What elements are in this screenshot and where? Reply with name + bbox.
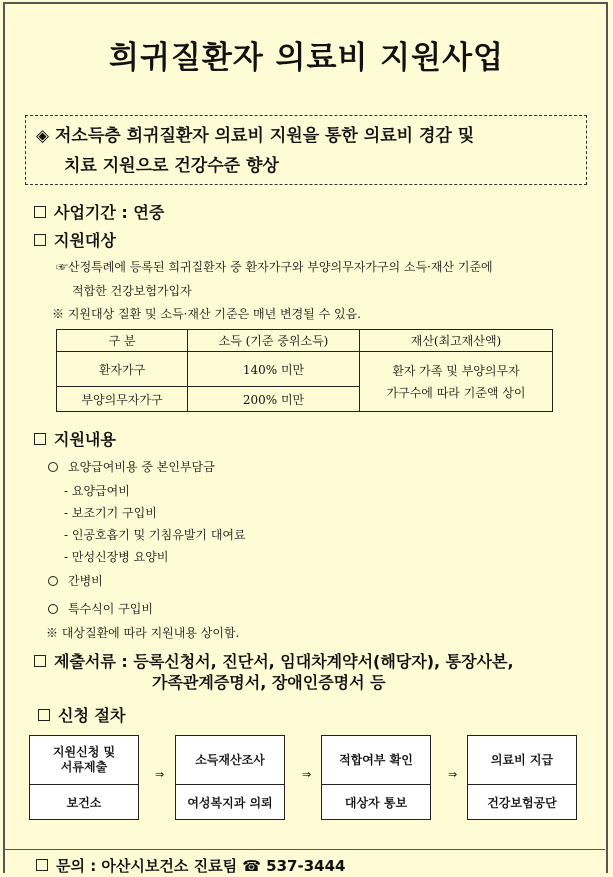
procedure-step-2 <box>175 735 285 820</box>
checkbox-square-icon <box>34 655 46 667</box>
purpose-line-1: ◈ 저소득층 희귀질환자 의료비 지원을 통한 의료비 경감 및 <box>36 126 475 146</box>
content-subitem: - 인공호흡기 및 기침유발기 대여료 <box>64 528 246 542</box>
step-action: 적합여부 확인 <box>322 736 430 785</box>
table-header-cell: 소득 (기준 중위소득) <box>188 330 360 352</box>
circle-bullet-icon <box>48 576 58 586</box>
table-cell: 200% 미만 <box>188 387 360 412</box>
checkbox-square-icon <box>38 709 50 721</box>
arrow-right-icon: ⇒ <box>448 768 458 781</box>
table-header-cell: 구 분 <box>57 330 188 352</box>
checkbox-square-icon <box>34 433 46 445</box>
target-desc-2: 적합한 건강보험가입자 <box>72 284 192 298</box>
content-item-2: 간병비 <box>48 572 103 589</box>
content-note: ※ 대상질환에 따라 지원내용 상이함. <box>46 626 240 640</box>
section-target: 지원대상 <box>34 228 116 251</box>
content-subitem: - 보조기기 구입비 <box>64 506 157 520</box>
target-desc-1: ☞산정특례에 등록된 희귀질환자 중 환자가구와 부양의무자가구의 소득·재산 기준에 <box>56 260 493 274</box>
step-agency: 건강보험공단 <box>487 795 557 810</box>
diamond-bullet-icon: ◈ <box>36 126 50 146</box>
table-row <box>57 352 553 387</box>
step-action: 소득재산조사 <box>176 736 284 785</box>
step-agency: 보건소 <box>66 795 102 810</box>
arrow-right-icon: ⇒ <box>302 768 312 781</box>
circle-bullet-icon <box>48 604 58 614</box>
content-subitem: - 요양급여비 <box>64 484 130 498</box>
purpose-line-2: 치료 지원으로 건강수준 향상 <box>64 156 279 176</box>
table-cell: 부양의무자가구 <box>57 387 188 412</box>
page-title: 희귀질환자 의료비 지원사업 <box>109 40 504 76</box>
procedure-step-1 <box>29 735 139 820</box>
section-documents: 제출서류 : 등록신청서, 진단서, 임대차계약서(해당자), 통장사본, <box>34 649 514 672</box>
checkbox-square-icon <box>34 206 46 218</box>
circle-bullet-icon <box>48 462 58 472</box>
content-item-1: 요양급여비용 중 본인부담금 <box>48 458 215 475</box>
target-note: ※ 지원대상 질환 및 소득·재산 기준은 매년 변경될 수 있음. <box>52 307 361 321</box>
purpose-box <box>25 115 587 185</box>
procedure-step-3 <box>321 735 431 820</box>
content-item-3: 특수식이 구입비 <box>48 600 153 617</box>
checkbox-square-icon <box>36 859 48 871</box>
table-header-row <box>57 330 553 352</box>
table-header-cell: 재산(최고재산액) <box>360 330 553 352</box>
section-period: 사업기간 : 연중 <box>34 200 164 223</box>
table-cell: 환자가구 <box>57 352 188 387</box>
step-action: 지원신청 및 서류제출 <box>30 736 138 785</box>
arrow-right-icon: ⇒ <box>155 768 165 781</box>
criteria-table <box>56 329 553 412</box>
checkbox-square-icon <box>34 234 46 246</box>
step-agency: 대상자 통보 <box>344 795 408 810</box>
step-agency: 여성복지과 의뢰 <box>187 795 273 810</box>
section-procedure: 신청 절차 <box>38 703 125 726</box>
section-content: 지원내용 <box>34 427 116 450</box>
procedure-step-4 <box>467 735 577 820</box>
asset-criteria-cell: 환자 가족 및 부양의무자 가구수에 따라 기준액 상이 <box>360 352 553 412</box>
step-action: 의료비 지급 <box>468 736 576 785</box>
documents-line-2: 가족관계증명서, 장애인증명서 등 <box>152 673 386 692</box>
table-cell: 140% 미만 <box>188 352 360 387</box>
content-subitem: - 만성신장병 요양비 <box>64 550 169 564</box>
contact-line: 문의 : 아산시보건소 진료팀 ☎ 537-3444 <box>36 855 345 876</box>
divider <box>5 849 605 850</box>
